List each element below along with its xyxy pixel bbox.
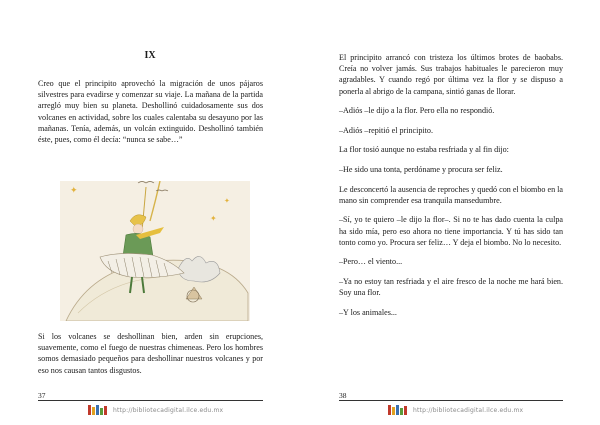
paragraph: El principito arrancó con tristeza los últimos brotes de baobabs. Creía no volver jamás. Sus trabajos habituales le parecieron muy agradables. Y cuando regó por última vez la flor y se dispuso a ponerla al abrigo de la campana, sintió ganas de llorar. <box>339 53 563 96</box>
paragraph: –Adiós –le dijo a la flor. Pero ella no respondió. <box>339 106 495 116</box>
little-prince-illustration <box>60 181 250 321</box>
page-number: 38 <box>339 391 347 400</box>
chapter-title: IX <box>144 50 156 61</box>
svg-text:✦: ✦ <box>210 214 217 223</box>
svg-text:✦: ✦ <box>70 185 78 195</box>
paragraph: –Sí, yo te quiero –le dijo la flor–. Si no te has dado cuenta la culpa ha sido mía, pero eso ahora no tiene importancia. Y tú has sido tan tonto como yo. Procura ser feliz… Y deja el biombo. No lo necesito. <box>339 215 563 247</box>
left-text-block-2 <box>38 331 263 376</box>
footer-rule <box>339 400 563 401</box>
books-logo-icon <box>88 405 108 415</box>
paragraph: Creo que el principito aprovechó la migración de unos pájaros silvestres para evadirse y comenzar su viaje. La mañana de la partida arregló muy bien su planeta. Deshollinó cuidadosamente sus dos volcanes en actividad, sobre los cuales calentaba su desayuno por las mañanas. Tenía, además, un volcán extinguido. Deshollinó también éste, pues, como él decía: “nunca se sabe…” <box>38 79 263 145</box>
page-number: 37 <box>38 391 46 400</box>
footer <box>88 404 223 416</box>
paragraph: –He sido una tonta, perdóname y procura ser feliz. <box>339 164 503 174</box>
footer-url[interactable]: http://bibliotecadigital.ilce.edu.mx <box>113 406 224 414</box>
footer-url[interactable]: http://bibliotecadigital.ilce.edu.mx <box>413 406 524 414</box>
left-text-block <box>38 78 263 145</box>
paragraph: Si los volcanes se deshollinan bien, arden sin erupciones, suavemente, como el fuego de nuestras chimeneas. Pero los hombres somos demasiado pequeños para deshollinar nuestros volcanes y por eso nos causan tantos disgustos. <box>38 332 263 375</box>
paragraph: –Pero… el viento... <box>339 257 403 267</box>
books-logo-icon <box>388 405 408 415</box>
svg-text:✦: ✦ <box>224 197 230 205</box>
footer-rule <box>38 400 263 401</box>
paragraph: La flor tosió aunque no estaba resfriada y al fin dijo: <box>339 145 509 155</box>
footer <box>388 404 523 416</box>
right-text-block <box>339 52 563 326</box>
paragraph: Le desconcertó la ausencia de reproches y quedó con el biombo en la mano sin comprender esa tranquila mansedumbre. <box>339 184 563 205</box>
paragraph: –Y los animales... <box>339 307 397 317</box>
illustration-drawing <box>60 181 250 321</box>
paragraph: –Adiós –repitió el principito. <box>339 125 433 135</box>
paragraph: –Ya no estoy tan resfriada y el aire fresco de la noche me hará bien. Soy una flor. <box>339 276 563 298</box>
